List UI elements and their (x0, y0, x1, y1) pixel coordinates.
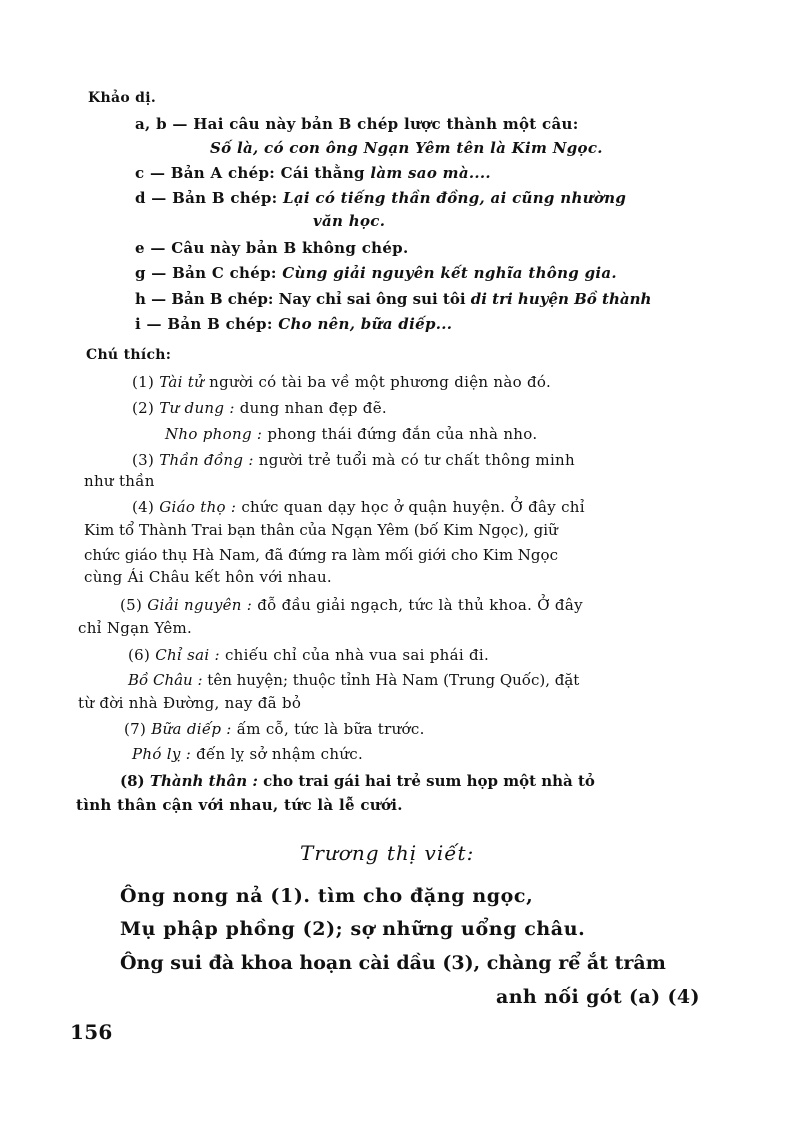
note-line: (8) Thành thân : cho trai gái hai trẻ sum họp một nhà tỏ (120, 772, 595, 790)
chu-thich-heading: Chú thích: (86, 347, 172, 363)
verse-line: Mụ phập phồng (2); sợ những uổng châu. (120, 918, 586, 940)
note-line: tình thân cận với nhau, tức là lễ cưới. (76, 796, 403, 814)
khao-di-line: a, b — Hai câu này bản B chép lược thành một câu: (135, 115, 579, 133)
note-line: (2) Tư dung : dung nhan đẹp đẽ. (132, 399, 387, 417)
note-line: Phó lỵ : đến lỵ sở nhậm chức. (132, 745, 364, 763)
verse-line: Ông nong nả (1). tìm cho đặng ngọc, (120, 885, 534, 907)
note-line: chức giáo thụ Hà Nam, đã đứng ra làm mối giới cho Kim Ngọc (84, 546, 558, 564)
khao-di-line: c — Bản A chép: Cái thằng làm sao mà.... (135, 164, 491, 182)
khao-di-line: h — Bản B chép: Nay chỉ sai ông sui tôi di tri huyện Bồ thành (135, 290, 652, 308)
verse-line: anh nối gót (a) (4) (496, 986, 700, 1008)
note-line: (1) Tài tử người có tài ba về một phương diện nào đó. (132, 373, 552, 391)
note-line: (7) Bữa diếp : ấm cỗ, tức là bữa trước. (124, 720, 425, 738)
khao-di-line: i — Bản B chép: Cho nên, bữa diếp... (135, 315, 453, 333)
note-line: chỉ Ngạn Yêm. (78, 619, 193, 637)
verse-line: Ông sui đà khoa hoạn cài dầu (3), chàng rể ắt trâm (120, 952, 666, 974)
khao-di-heading: Khảo dị. (88, 90, 157, 106)
page-number: 156 (70, 1020, 113, 1044)
note-line: (4) Giáo thọ : chức quan dạy học ở quận huyện. Ở đây chỉ (132, 498, 585, 516)
khao-di-line: d — Bản B chép: Lại có tiếng thần đồng, ai cũng nhường (135, 189, 627, 207)
note-line: Kim tổ Thành Trai bạn thân của Ngạn Yêm (bố Kim Ngọc), giữ (84, 521, 558, 539)
note-line: Nho phong : phong thái đứng đắn của nhà nho. (165, 425, 538, 443)
note-line: (5) Giải nguyên : đỗ đầu giải ngạch, tức là thủ khoa. Ở đây (120, 596, 583, 614)
note-line: (6) Chỉ sai : chiếu chỉ của nhà vua sai phái đi. (128, 646, 490, 664)
section-heading: Trương thị viết: (300, 841, 475, 865)
note-line: Bồ Châu : tên huyện; thuộc tỉnh Hà Nam (Trung Quốc), đặt (128, 671, 580, 689)
khao-di-line: văn học. (313, 212, 386, 230)
note-line: như thần (84, 472, 155, 490)
note-line: cùng Ái Châu kết hôn với nhau. (84, 568, 332, 586)
khao-di-line: e — Câu này bản B không chép. (135, 239, 409, 257)
note-line: từ đời nhà Đường, nay đã bỏ (78, 694, 302, 712)
note-line: (3) Thần đồng : người trẻ tuổi mà có tư chất thông minh (132, 451, 575, 469)
khao-di-line: g — Bản C chép: Cùng giải nguyên kết nghĩa thông gia. (135, 264, 617, 282)
khao-di-line: Số là, có con ông Ngạn Yêm tên là Kim Ngọc. (210, 139, 603, 157)
